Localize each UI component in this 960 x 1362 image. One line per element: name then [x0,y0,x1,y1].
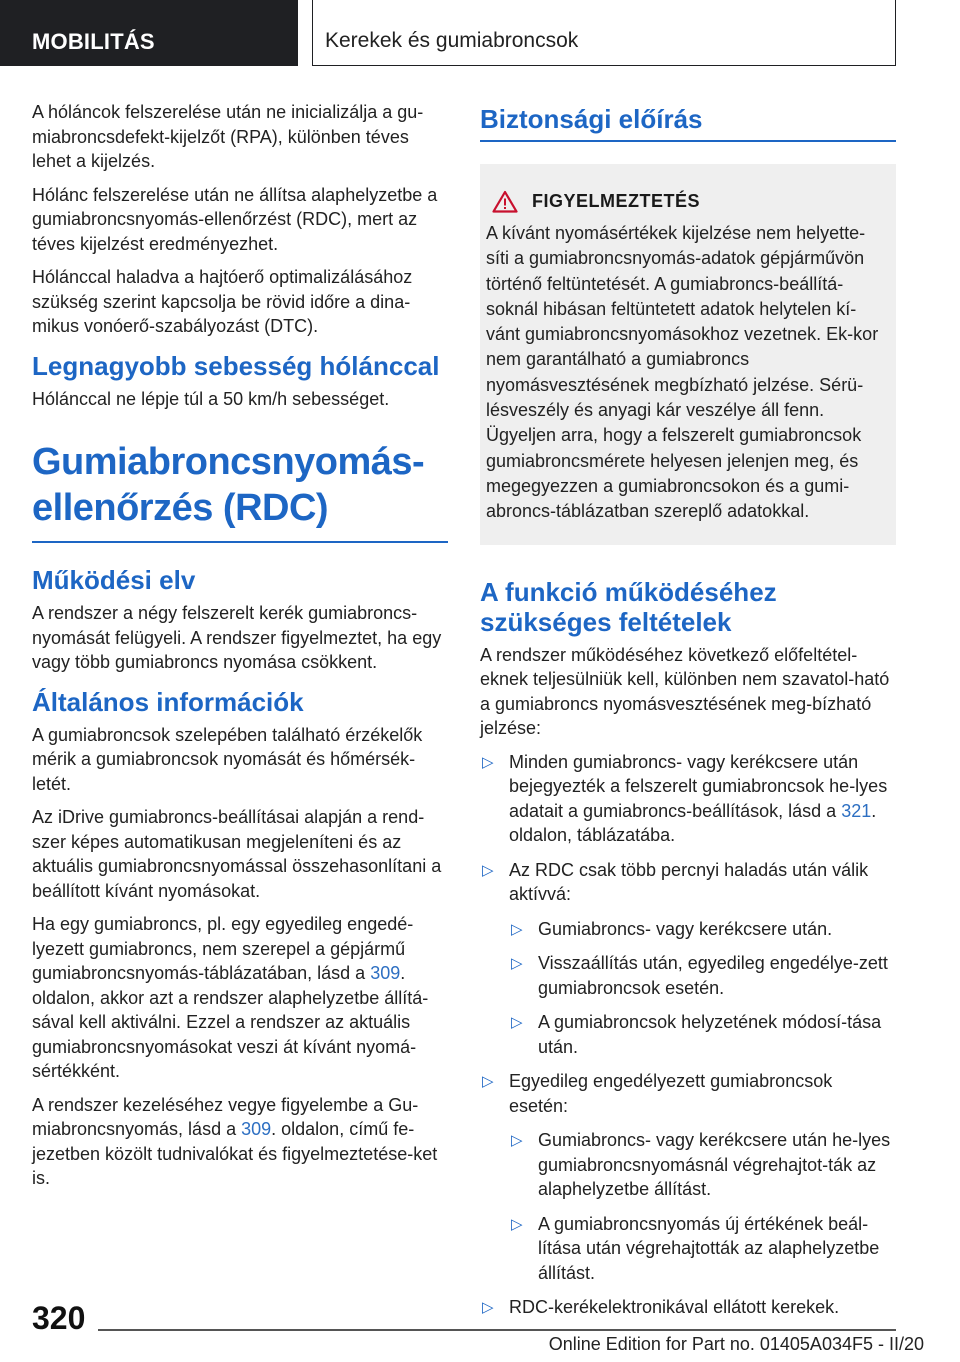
sub-list [509,917,896,1060]
heading-max-speed: Legnagyobb sebesség hólánccal [32,350,440,381]
paragraph: A hóláncok felszerelése után ne inicializálja a gu-miabroncsdefekt-kijelzőt (RPA), különben téves lehet a kijelzés. [32,102,424,171]
paragraph: Hólánc felszerelése után ne állítsa alaphelyzetbe a gumiabroncsnyomás-ellenőrzést (RDC), mert az téves kijelzést eredményezhet. [32,184,438,254]
requirements-list [480,750,896,1320]
list-item: ▷ A gumiabroncsnyomás új értékének beál-lítása után végrehajtották az alaphelyzetbe állítást. [511,1213,880,1283]
list-item: ▷ Egyedileg engedélyezett gumiabroncsok esetén: ▷ Gumiabroncs- vagy kerékcsere után he-lyes gumiabroncsnyomásnál végrehajtot-ták az alaphelyzetbe állítást. ▷ A gumiabroncsnyomás új értékének beál-lítása után végrehajtották az alaphelyzetbe állítást. [480,1069,896,1285]
heading-principle: Működési elv [32,565,196,595]
paragraph: Az iDrive gumiabroncs-beállításai alapján a rend-szer képes automatikusan megjeleníteni és az aktuális gumiabroncsnyomással összehasonlítani a beállított kívánt nyomásokat. [32,807,442,901]
heading-rule [32,541,448,543]
left-column [32,100,448,1200]
paragraph: Hólánccal ne lépje túl a 50 km/h sebességet. [32,388,390,409]
warning-triangle-icon [492,190,518,213]
edition-text: Online Edition for Part no. 01405A034F5 - II/20 [548,1334,924,1354]
triangle-bullet-icon: ▷ [482,1073,494,1091]
warning-text: A kívánt nyomásértékek kijelzése nem helyette-síti a gumiabroncsnyomás-adatok gépjárművön történő feltüntetését. A gumiabroncs-beállítá-soknál hibásan feltüntetett adatok helytelen kí-vánt gumiabroncsnyomásokhoz vezetnek. Ek-kor nem garantálható a gumiabroncs nyomásvesztésének megbízható jelzése. Sérü-lésveszély és anyagi kár veszélye áll fenn. Ügyeljen arra, hogy a felszerelt gumiabroncsok gumiabroncsmérete helyesen jelenjen meg, és megegyezzen a gumiabroncsokon és a gumi-abroncs-táblázatban szereplő adatokkal. [486,223,879,522]
triangle-bullet-icon: ▷ [511,955,523,973]
page-link-309[interactable]: 309 [370,963,401,983]
page-link-321[interactable]: 321 [841,800,872,821]
heading-rule [480,140,896,142]
paragraph: A rendszer a négy felszerelt kerék gumiabroncs-nyomását felügyeli. A rendszer figyelmeztet, ha egy vagy több gumiabroncs nyomása csökkent. [32,603,442,672]
triangle-bullet-icon: ▷ [511,1215,523,1233]
warning-title: FIGYELMEZTETÉS [532,191,701,211]
list-item: ▷ RDC-kerékelektronikával ellátott kerekek. [480,1295,896,1320]
footer-rule [98,1329,896,1331]
chapter-title: Kerekek és gumiabroncsok [312,0,896,66]
triangle-bullet-icon: ▷ [511,920,523,938]
list-item: ▷ Gumiabroncs- vagy kerékcsere után. [509,917,896,942]
triangle-bullet-icon: ▷ [482,1299,494,1317]
triangle-bullet-icon: ▷ [511,1132,523,1150]
section-title: MOBILITÁS [0,0,298,66]
heading-requirements: A funkció működéséhez szükséges feltételek [480,576,777,637]
heading-safety: Biztonsági előírás [480,104,703,134]
triangle-bullet-icon: ▷ [482,861,494,879]
list-item: ▷ Visszaállítás után, egyedileg engedélye-zett gumiabroncsok esetén. [511,953,888,998]
page-number: 320 [32,1300,86,1336]
list-item: ▷ A gumiabroncsok helyzetének módosí-tása után. [511,1012,882,1057]
page-header [0,0,960,66]
list-item: ▷ Az RDC csak több percnyi haladás után válik aktívvá: ▷ Gumiabroncs- vagy kerékcsere után. ▷ Visszaállítás után, egyedileg engedélye-zett gumiabroncsok esetén. ▷ A gumiabroncsok helyzetének módosí-tása után. [480,858,896,1060]
paragraph: A rendszer működéséhez következő előfeltétel-eknek teljesülniük kell, különben nem szavatol-ható a gumiabroncs nyomásvesztésének meg-bízható jelzése: [480,644,890,739]
triangle-bullet-icon: ▷ [482,753,494,771]
right-column [480,100,896,1330]
heading-general-info: Általános információk [32,686,304,717]
list-item: ▷ Minden gumiabroncs- vagy kerékcsere után bejegyezték a felszerelt gumiabroncsok he-lyes adatait a gumiabroncs-beállítások, lásd a 321. oldalon, táblázatába. [482,751,888,846]
paragraph: A gumiabroncsok szelepében található érzékelők mérik a gumiabroncsok nyomását és hőmérsék-letét. [32,724,423,794]
paragraph: A rendszer kezeléséhez vegye figyelembe a Gu-miabroncsnyomás, lásd a 309. oldalon, című fe-jezetben közölt tudnivalókat és figyelmeztetése-ket is. [32,1094,438,1188]
list-item: ▷ Gumiabroncs- vagy kerékcsere után he-lyes gumiabroncsnyomásnál végrehajtot-ták az alaphelyzetbe állítást. [511,1130,891,1200]
warning-box [480,164,896,545]
paragraph: Hólánccal haladva a hajtóerő optimalizálásához szükség szerint kapcsolja be rövid időre a dina-mikus vonóerő-szabályozást (DTC). [32,267,413,336]
heading-rdc: Gumiabroncsnyomás-ellenőrzés (RDC) [32,441,425,529]
sub-list [509,1128,896,1285]
paragraph: Ha egy gumiabroncs, pl. egy egyedileg engedé-lyezett gumiabroncs, nem szerepel a gépjármű gumiabroncsnyomás-táblázatában, lásd a 309. oldalon, akkor azt a rendszer alaphelyzetbe állítá-sával kell aktiválni. Ezzel a rendszer az aktuális gumiabroncsnyomásokat veszi át kívánt nyomá-sértékként. [32,914,429,1081]
triangle-bullet-icon: ▷ [511,1014,523,1032]
page-link-309[interactable]: 309 [241,1119,272,1139]
